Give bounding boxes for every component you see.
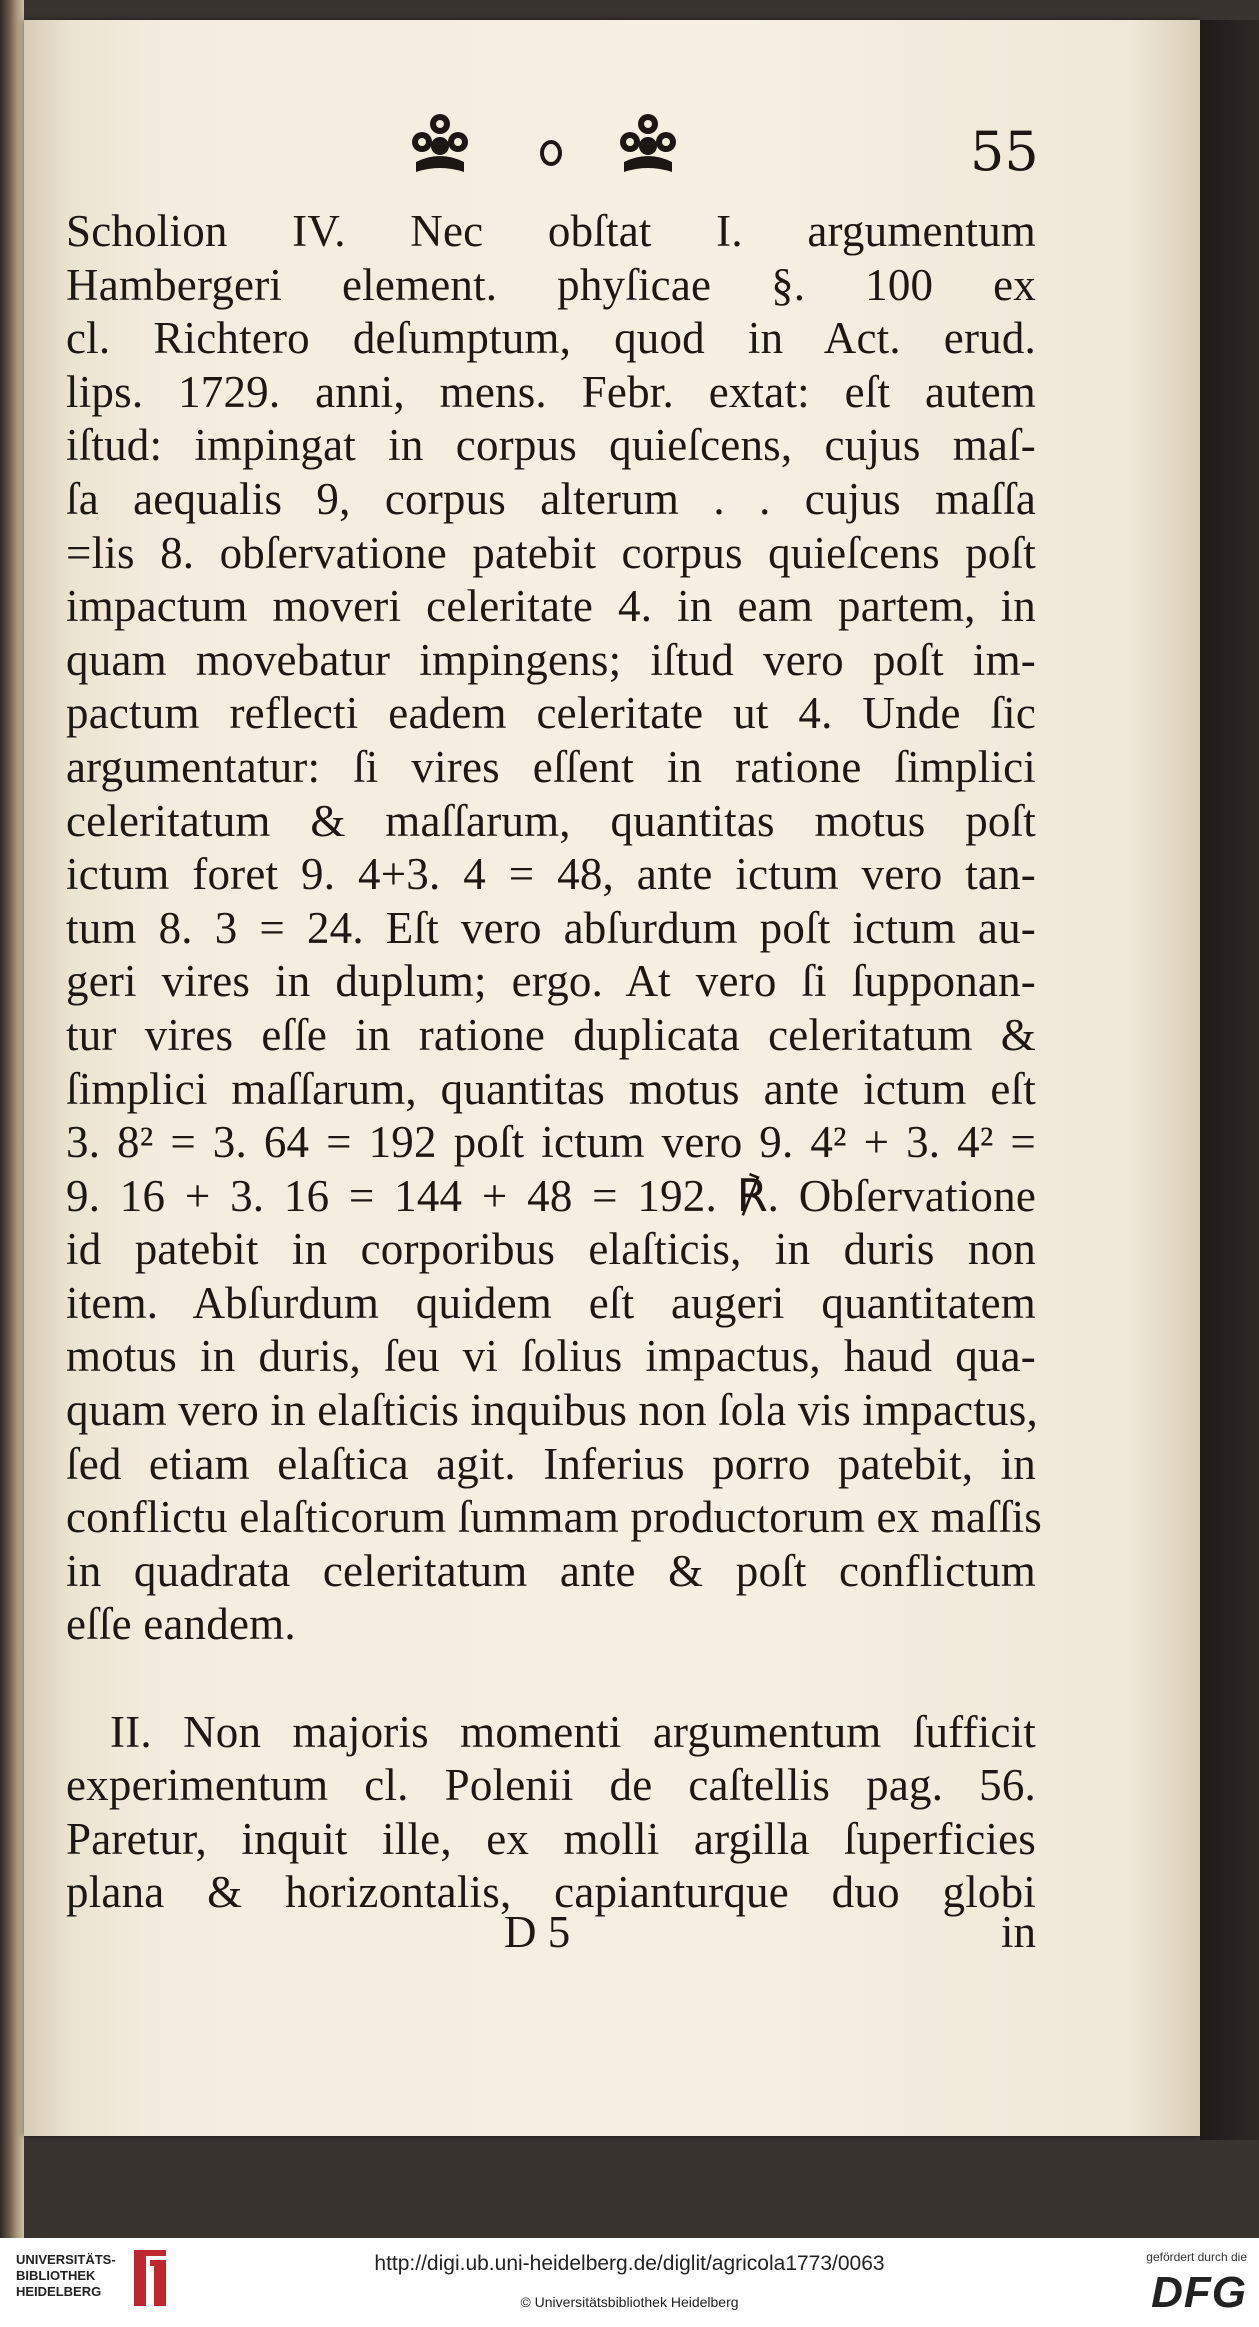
- text-line: quam movebatur impingens; iſtud vero poſt im-: [66, 634, 1036, 685]
- text-line: 9. 16 + 3. 16 = 144 + 48 = 192. ℟. Obſervatione: [66, 1170, 1036, 1221]
- text-line: Hambergeri element. phyſicae §. 100 ex: [66, 259, 1036, 310]
- text-line: lips. 1729. anni, mens. Febr. extat: eſt autem: [66, 366, 1036, 417]
- text-line: conflictu elaſticorum ſummam productorum ex maſſis: [66, 1492, 1043, 1543]
- signature-mark: D 5: [504, 1907, 571, 1957]
- catchword: in: [1000, 1907, 1036, 1957]
- text-line: Paretur, inquit ille, ex molli argilla ſuperficies: [66, 1813, 1036, 1864]
- text-line: item. Abſurdum quidem eſt augeri quantitatem: [66, 1277, 1036, 1328]
- fleuron-ornament-icon: [408, 110, 472, 180]
- text-line: iſtud: impingat in corpus quieſcens, cujus maſ-: [66, 420, 1036, 471]
- text-line: cl. Richtero deſumptum, quod in Act. erud.: [66, 313, 1036, 364]
- paragraph-gap: [66, 1652, 1036, 1706]
- fleuron-ornament-icon: [616, 110, 680, 180]
- text-line: ſed etiam elaſtica agit. Inferius porro patebit, in: [66, 1438, 1036, 1489]
- text-line: tum 8. 3 = 24. Eſt vero abſurdum poſt ictum au-: [66, 902, 1036, 953]
- text-line: II. Non majoris momenti argumentum ſufficit: [110, 1706, 1036, 1757]
- page-shadow: [1200, 20, 1259, 2140]
- text-line: ictum foret 9. 4+3. 4 = 48, ante ictum vero tan-: [66, 849, 1036, 900]
- text-line: quam vero in elaſticis inquibus non ſola vis impactus,: [66, 1385, 1038, 1436]
- text-line: eſſe eandem.: [66, 1599, 296, 1650]
- viewer-footer: [0, 2238, 1259, 2327]
- body-text: [66, 205, 1043, 1920]
- text-line: tur vires eſſe in ratione duplicata celeritatum &: [66, 1009, 1036, 1060]
- text-line: impactum moveri celeritate 4. in eam partem, in: [66, 581, 1036, 632]
- book-spine-edge: [0, 0, 24, 2238]
- page-header: [370, 110, 1039, 190]
- library-name-line: HEIDELBERG: [16, 2284, 102, 2299]
- text-line: experimentum cl. Polenii de caſtellis pag. 56.: [66, 1760, 1036, 1811]
- permalink-url[interactable]: http://digi.ub.uni-heidelberg.de/diglit/agricola1773/0063: [374, 2252, 885, 2275]
- text-line: in quadrata celeritatum ante & poſt conflictum: [66, 1545, 1036, 1596]
- text-line: pactum reflecti eadem celeritate ut 4. Unde ſic: [66, 688, 1036, 739]
- funding-label: gefördert durch die: [1146, 2250, 1247, 2264]
- library-name-line: BIBLIOTHEK: [16, 2268, 96, 2283]
- text-line: id patebit in corporibus elaſticis, in duris non: [66, 1224, 1036, 1275]
- copyright-notice: © Universitätsbibliothek Heidelberg: [520, 2294, 739, 2310]
- text-line: plana & horizontalis, capianturque duo globi: [66, 1867, 1036, 1918]
- dfg-logo: DFG: [1151, 2268, 1247, 2317]
- text-line: celeritatum & maſſarum, quantitas motus poſt: [66, 795, 1036, 846]
- circle-ornament-icon: [540, 140, 562, 166]
- signature-line: [66, 1905, 1036, 1959]
- text-line: =lis 8. obſervatione patebit corpus quieſcens poſt: [66, 527, 1036, 578]
- text-line: Scholion IV. Nec obſtat I. argumentum: [66, 206, 1036, 256]
- text-line: geri vires in duplum; ergo. At vero ſi ſupponan-: [66, 956, 1036, 1007]
- text-line: motus in duris, ſeu vi ſolius impactus, haud qua-: [66, 1331, 1036, 1382]
- text-line: argumentatur: ſi vires eſſent in ratione ſimplici: [66, 741, 1036, 792]
- text-line: ſa aequalis 9, corpus alterum . . cujus maſſa: [66, 473, 1036, 524]
- text-line: ſimplici maſſarum, quantitas motus ante ictum eſt: [66, 1063, 1036, 1114]
- text-line: 3. 8² = 3. 64 = 192 poſt ictum vero 9. 4² + 3. 4² =: [66, 1117, 1036, 1168]
- library-name-line: UNIVERSITÄTS-: [16, 2252, 116, 2267]
- page-number: 55: [970, 120, 1039, 183]
